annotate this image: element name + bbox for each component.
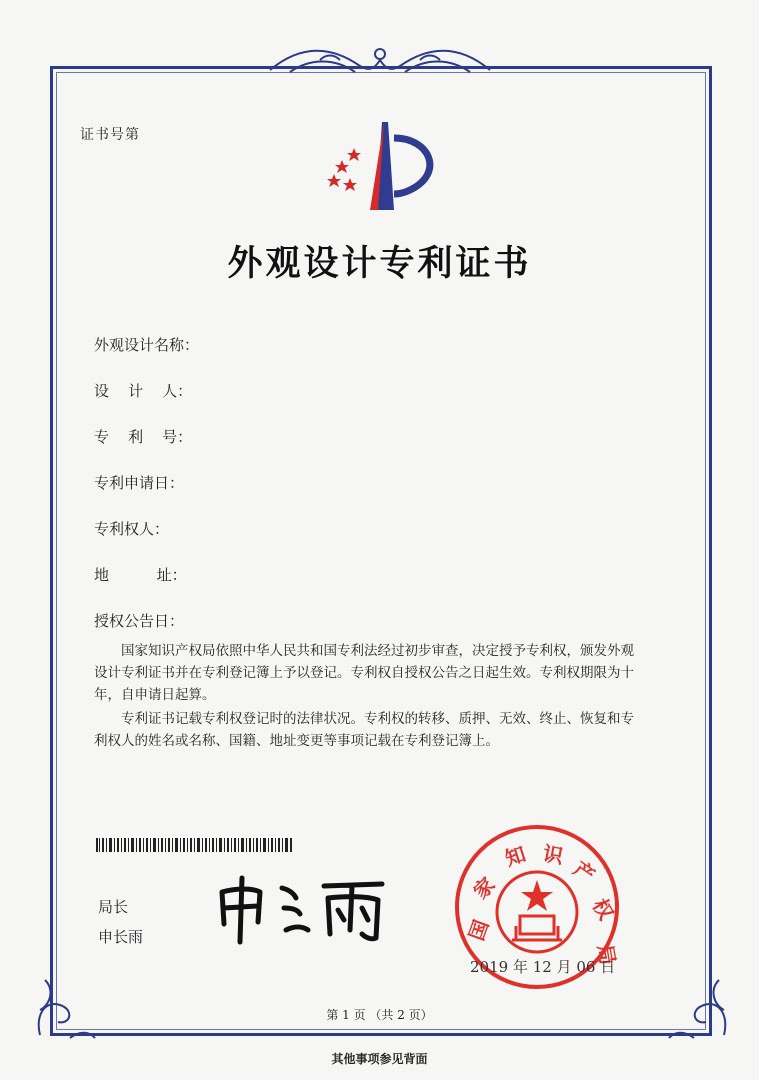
corner-ornament-bottom-left bbox=[30, 960, 100, 1040]
body-line: 设计专利证书并在专利登记簿上予以登记。专利权自授权公告之日起生效。专利权期限为十 bbox=[94, 665, 634, 681]
patent-office-logo bbox=[320, 118, 440, 214]
svg-text:识: 识 bbox=[541, 841, 565, 869]
svg-text:产: 产 bbox=[569, 856, 600, 888]
field-designer-label: 设 计 人： bbox=[94, 382, 193, 400]
field-publication-date-label: 授权公告日： bbox=[94, 612, 185, 630]
top-ornament bbox=[260, 40, 500, 84]
page-number: 第 1 页 （共 2 页） bbox=[326, 1008, 433, 1022]
issue-date: 2019 年 12 月 06 日 bbox=[470, 958, 616, 976]
director-name: 申长雨 bbox=[98, 928, 144, 946]
svg-text:国: 国 bbox=[464, 916, 494, 944]
certificate-number-label: 证书号第 bbox=[80, 127, 140, 143]
body-paragraph-2 bbox=[94, 708, 674, 752]
field-patentee-label: 专利权人： bbox=[94, 520, 170, 538]
body-line: 国家知识产权局依照中华人民共和国专利法经过初步审查，决定授予专利权，颁发外观 bbox=[94, 643, 634, 659]
body-line: 年，自申请日起算。 bbox=[94, 687, 216, 703]
footer-note: 其他事项参见背面 bbox=[331, 1052, 428, 1066]
svg-text:家: 家 bbox=[468, 872, 500, 904]
document-title: 外观设计专利证书 bbox=[227, 244, 532, 284]
svg-text:权: 权 bbox=[587, 894, 619, 924]
corner-ornament-bottom-right bbox=[664, 960, 734, 1040]
body-line: 专利证书记载专利权登记时的法律状况。专利权的转移、质押、无效、终止、恢复和专 bbox=[94, 711, 634, 727]
director-title: 局长 bbox=[98, 898, 129, 916]
field-patent-number-label: 专 利 号： bbox=[94, 428, 193, 446]
body-line: 利权人的姓名或名称、国籍、地址变更等事项记载在专利登记簿上。 bbox=[94, 733, 499, 749]
field-address-label: 地 址： bbox=[94, 566, 187, 584]
field-application-date-label: 专利申请日： bbox=[94, 474, 185, 492]
field-design-name-label: 外观设计名称： bbox=[94, 336, 200, 354]
handwritten-signature bbox=[212, 874, 392, 946]
body-paragraph-1 bbox=[94, 640, 674, 706]
svg-text:局: 局 bbox=[593, 942, 621, 967]
barcode bbox=[96, 838, 292, 852]
svg-text:知: 知 bbox=[502, 841, 529, 871]
